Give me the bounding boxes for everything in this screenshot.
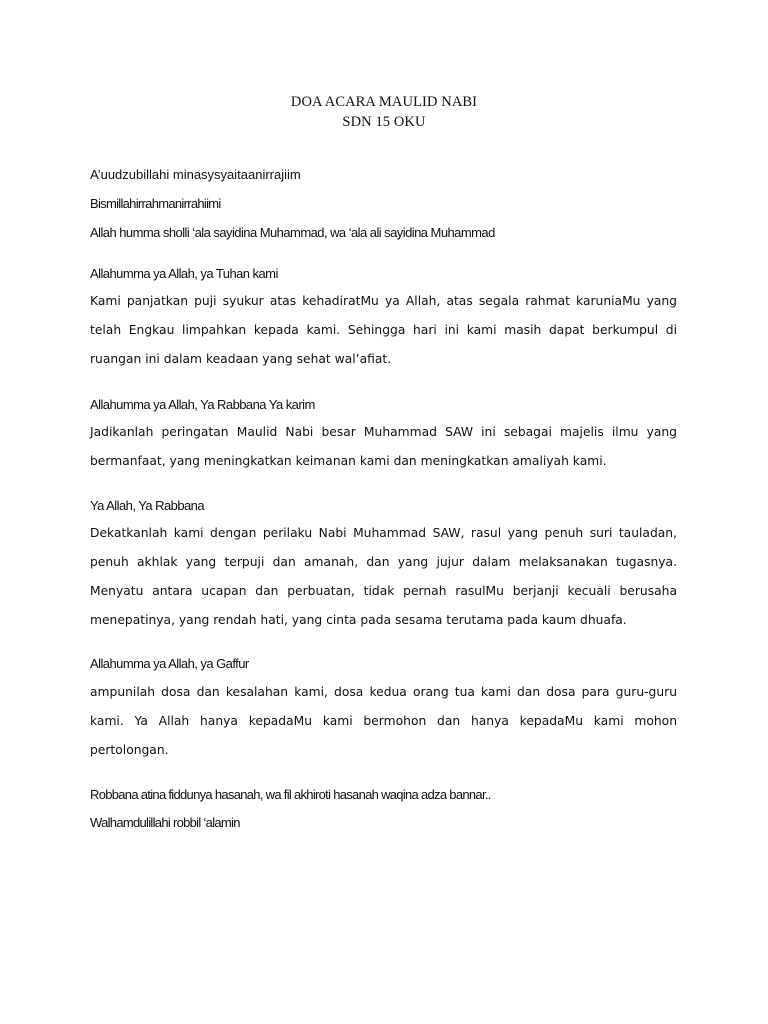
section-body: Dekatkanlah kami dengan perilaku Nabi Muhammad SAW, rasul yang penuh suri tauladan, penuh akhlak yang terpuji dan amanah, dan yang jujur dalam melaksanakan tugasnya. Menyatu antara ucapan dan perbuatan, tidak pernah rasulMu berjanji kecuali berusaha menepatinya, yang rendah hati, yang cinta pada sesama terutama pada kaum dhuafa. [90, 526, 677, 627]
section-heading: Allahumma ya Allah, ya Tuhan kami [90, 266, 278, 281]
section-heading: Allahumma ya Allah, ya Gaffur [90, 656, 249, 671]
section-heading: Ya Allah, Ya Rabbana [90, 498, 205, 513]
document-title: DOA ACARA MAULID NABI [290, 94, 478, 110]
opening-line-sholawat: Allah humma sholli ‘ala sayidina Muhammad, wa ‘ala ali sayidina Muhammad [90, 225, 495, 240]
closing-line-hamdalah: Walhamdulillahi robbil ‘alamin [90, 815, 240, 830]
opening-line-basmalah: Bismillahirrahmanirrahiimi [90, 196, 221, 211]
section-body: Kami panjatkan puji syukur atas kehadiratMu ya Allah, atas segala rahmat karuniaMu yang telah Engkau limpahkan kepada kami. Sehingga hari ini kami masih dapat berkumpul di ruangan ini dalam keadaan yang sehat wal’afiat. [90, 294, 677, 366]
section-heading: Allahumma ya Allah, Ya Rabbana Ya karim [90, 397, 315, 412]
section-body: ampunilah dosa dan kesalahan kami, dosa kedua orang tua kami dan dosa para guru-guru kami. Ya Allah hanya kepadaMu kami bermohon dan hanya kepadaMu kami mohon pertolongan. [90, 685, 677, 757]
opening-line-taawudz: A’uudzubillahi minasysyaitaanirrajiim [90, 167, 301, 182]
section-body: Jadikanlah peringatan Maulid Nabi besar Muhammad SAW ini sebagai majelis ilmu yang bermanfaat, yang meningkatkan keimanan kami dan meningkatkan amaliyah kami. [90, 425, 677, 468]
closing-line-doa: Robbana atina fiddunya hasanah, wa fil akhiroti hasanah waqina adza bannar.. [90, 787, 491, 802]
document-subtitle: SDN 15 OKU [342, 114, 426, 130]
